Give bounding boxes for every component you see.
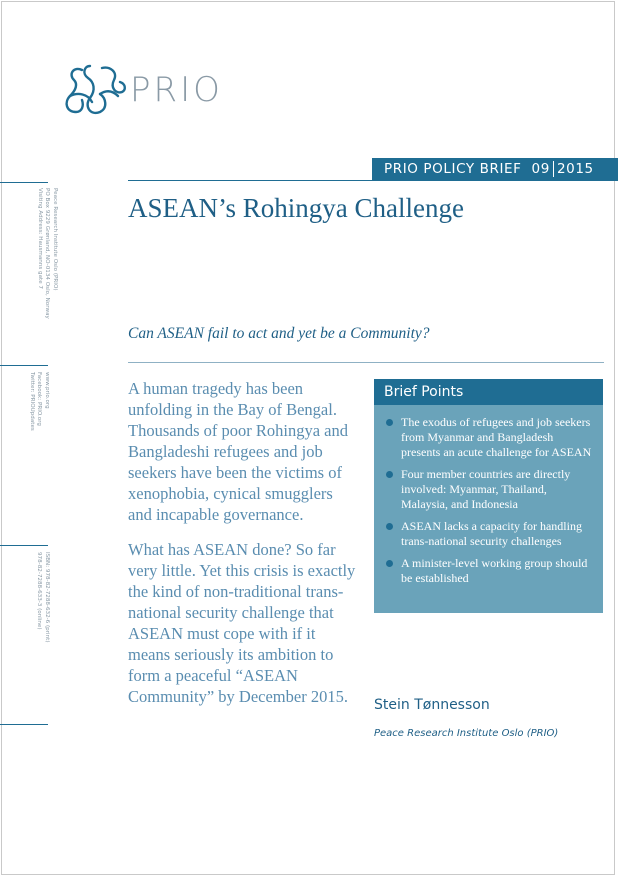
bullet-icon [386, 560, 393, 567]
section-rule [128, 362, 604, 363]
sidebar-rule-4 [0, 724, 48, 725]
bullet-icon [386, 523, 393, 530]
brief-points-list [374, 405, 603, 586]
sidebar-rule-3 [0, 545, 48, 546]
series-label: PRIO POLICY BRIEF [384, 161, 522, 177]
page-title: ASEAN’s Rohingya Challenge [128, 193, 464, 223]
list-item: Four member countries are directly involved: Myanmar, Thailand, Malaysia, and Indonesia [386, 467, 593, 512]
sidebar-isbn: ISBN: 978-82-7288-632-6 (print) 978-82-7288-633-3 (online) [36, 552, 50, 643]
list-item: ASEAN lacks a capacity for handling trans-national security challenges [386, 519, 593, 549]
sidebar-rule-2 [0, 365, 48, 366]
policy-brief-banner [372, 158, 618, 180]
series-year: 2015 [556, 161, 594, 177]
series-separator [553, 161, 554, 177]
sidebar-web: www.prio.org Facebook: PRIO.org Twitter: PRIOUpdates [28, 372, 50, 431]
list-item: The exodus of refugees and job seekers from Myanmar and Bangladesh presents an acute challenge for ASEAN [386, 415, 593, 460]
lead-paragraph: A human tragedy has been unfolding in the Bay of Bengal. Thousands of poor Rohingya and Bangladeshi refugees and job seekers have been the victims of xenophobia, cynical smugglers and incapable governance. [128, 379, 348, 524]
author-name: Stein Tønnesson [374, 697, 490, 713]
list-item: A minister-level working group should be established [386, 556, 593, 586]
prio-logo-text: PRIO [130, 70, 223, 110]
author-affiliation: Peace Research Institute Oslo (PRIO) [374, 728, 559, 739]
lead-text [128, 378, 360, 721]
lead-paragraph: What has ASEAN done? So far very little. Yet this crisis is exactly the kind of non-traditional trans-national security challenge that ASEAN must cope with if it means seriously its ambition to form a peaceful “ASEAN Community” by December 2015. [128, 540, 356, 706]
header-rule [128, 180, 618, 181]
bullet-icon [386, 471, 393, 478]
series-issue: 09 [531, 161, 550, 177]
brief-points-box [374, 379, 603, 613]
brief-points-heading: Brief Points [374, 379, 603, 405]
sidebar-rule-1 [0, 182, 48, 183]
bullet-icon [386, 419, 393, 426]
sidebar-address: Peace Research Institute Oslo (PRIO) PO Box 9229 Grønland, NO-0134 Oslo, Norway Visiting Address: Hausmanns gate 7 [36, 188, 58, 319]
page-subtitle: Can ASEAN fail to act and yet be a Community? [128, 325, 430, 342]
